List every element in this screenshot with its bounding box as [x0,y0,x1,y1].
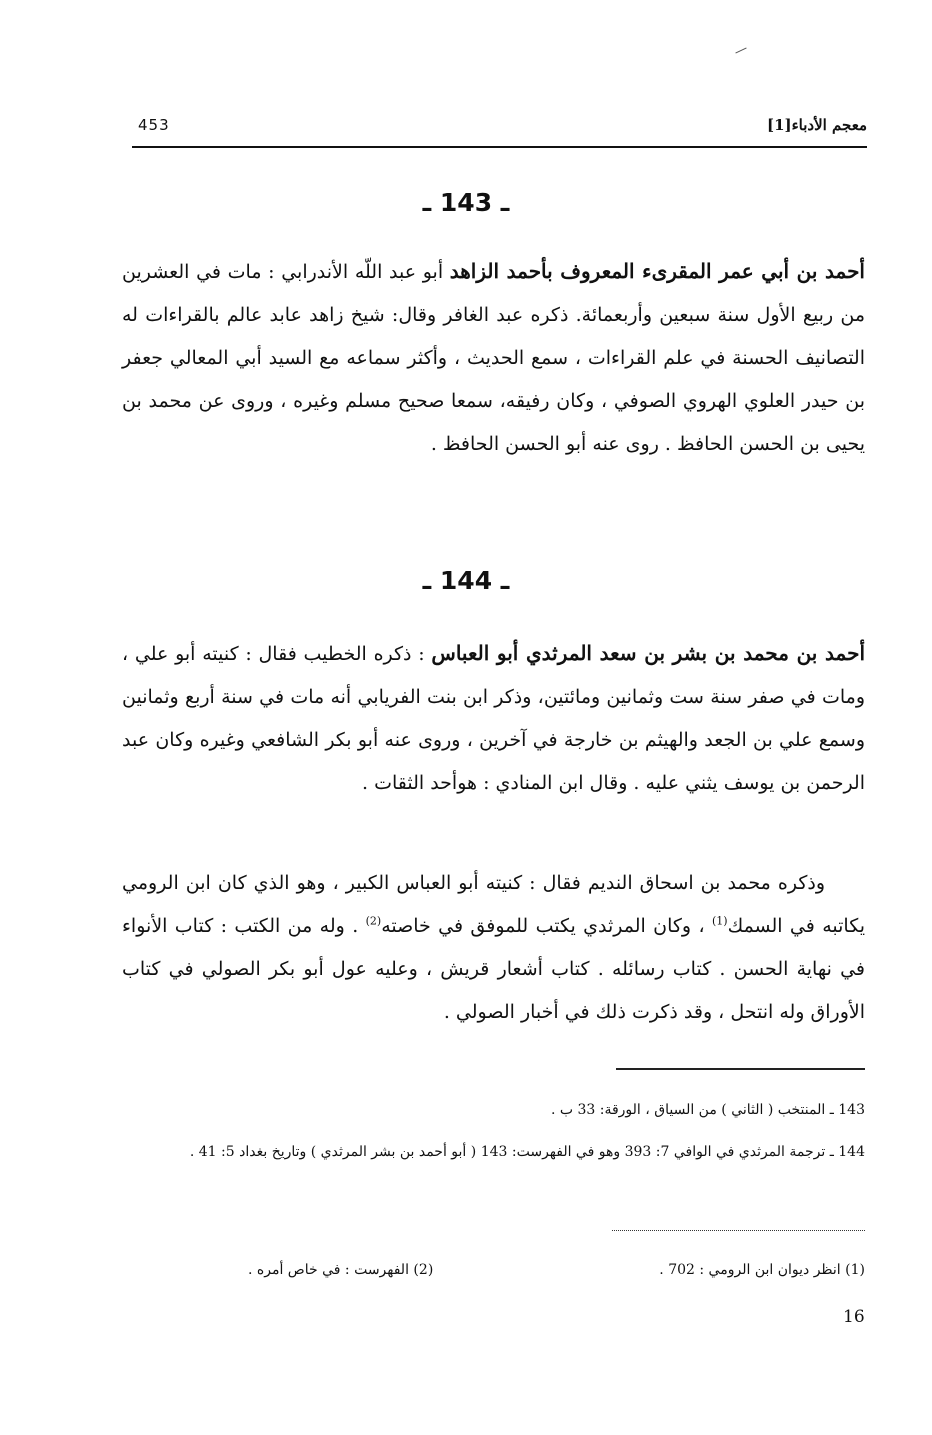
header-page-number: 453 [138,116,170,134]
entry-144-paragraph-2 [122,862,865,1034]
entry-144-para2-a: وذكره محمد بن اسحاق النديم فقال : كنيته أبو العباس الكبير ، وهو الذي كان ابن الرومي يكاتبه في السمك [122,872,865,937]
note-1: (1) انظر ديوان ابن الرومي : 702 . [659,1262,865,1278]
footnote-rule [616,1068,865,1070]
header-book-title: معجم الأدباء[1] [766,116,867,134]
header-rule [132,146,867,148]
entry-144-name: أحمد بن محمد بن بشر بن سعد المرثدي أبو العباس [431,641,866,665]
note-2: (2) الفهرست : في خاص أمره . [248,1262,434,1278]
running-header [132,112,867,148]
dotted-separator [612,1230,865,1231]
entry-number-144: ـ 144 ـ [422,566,510,595]
entry-143-paragraph [122,250,865,466]
entry-144-para2-c: . وله من الكتب : كتاب الأنواء في نهاية الحسن . كتاب رسائله . كتاب أشعار قريش ، وعليه عول أبو بكر الصولي في كتاب الأوراق وله انتحل ، وقد ذكرت ذلك في أخبار الصولي . [122,915,865,1023]
entry-144-para2-b: ، وكان المرثدي يكتب للموفق في خاصته [381,915,712,937]
entry-143-name: أحمد بن أبي عمر المقرىء المعروف بأحمد الزاهد [449,259,865,283]
entry-144-paragraph [122,632,865,805]
bottom-page-number: 16 [843,1307,865,1327]
footnote-144: 144 ـ ترجمة المرثدي في الوافي 7: 393 وهو في الفهرست: 143 ( أبو أحمد بن بشر المرثدي ) وتاريخ بغداد 5: 41 . [189,1144,865,1160]
footnote-ref-1: (1) [711,914,728,928]
entry-143-text: أبو عبد اللّه الأندرابي : مات في العشرين من ربيع الأول سنة سبعين وأربعمائة. ذكره عبد الغافر وقال: شيخ زاهد عابد عالم بالقراءات له التصانيف الحسنة في علم القراءات ، سمع الحديث ، وأكثر سماعه مع السيد أبي المعالي جعفر بن حيدر العلوي الهروي الصوفي ، وكان رفيقه، سمعا صحيح مسلم وغيره ، وروى عن محمد بن يحيى بن الحسن الحافظ . روى عنه أبو الحسن الحافظ . [122,261,865,455]
footnote-143: 143 ـ المنتخب ( الثاني ) من السياق ، الورقة: 33 ب . [550,1102,865,1118]
scan-mark [735,48,746,54]
entry-number-143: ـ 143 ـ [422,188,510,217]
entry-144-text: : ذكره الخطيب فقال : كنيته أبو علي ، ومات في صفر سنة ست وثمانين ومائتين، وذكر ابن بنت الفريابي أنه مات في سنة أربع وثمانين وسمع علي بن الجعد والهيثم بن خارجة في آخرين ، وروى عنه أبو بكر الشافعي وغيره وكان عبد الرحمن بن يوسف يثني عليه . وقال ابن المنادي : هوأحد الثقات . [122,643,865,794]
footnote-ref-2: (2) [365,914,382,928]
